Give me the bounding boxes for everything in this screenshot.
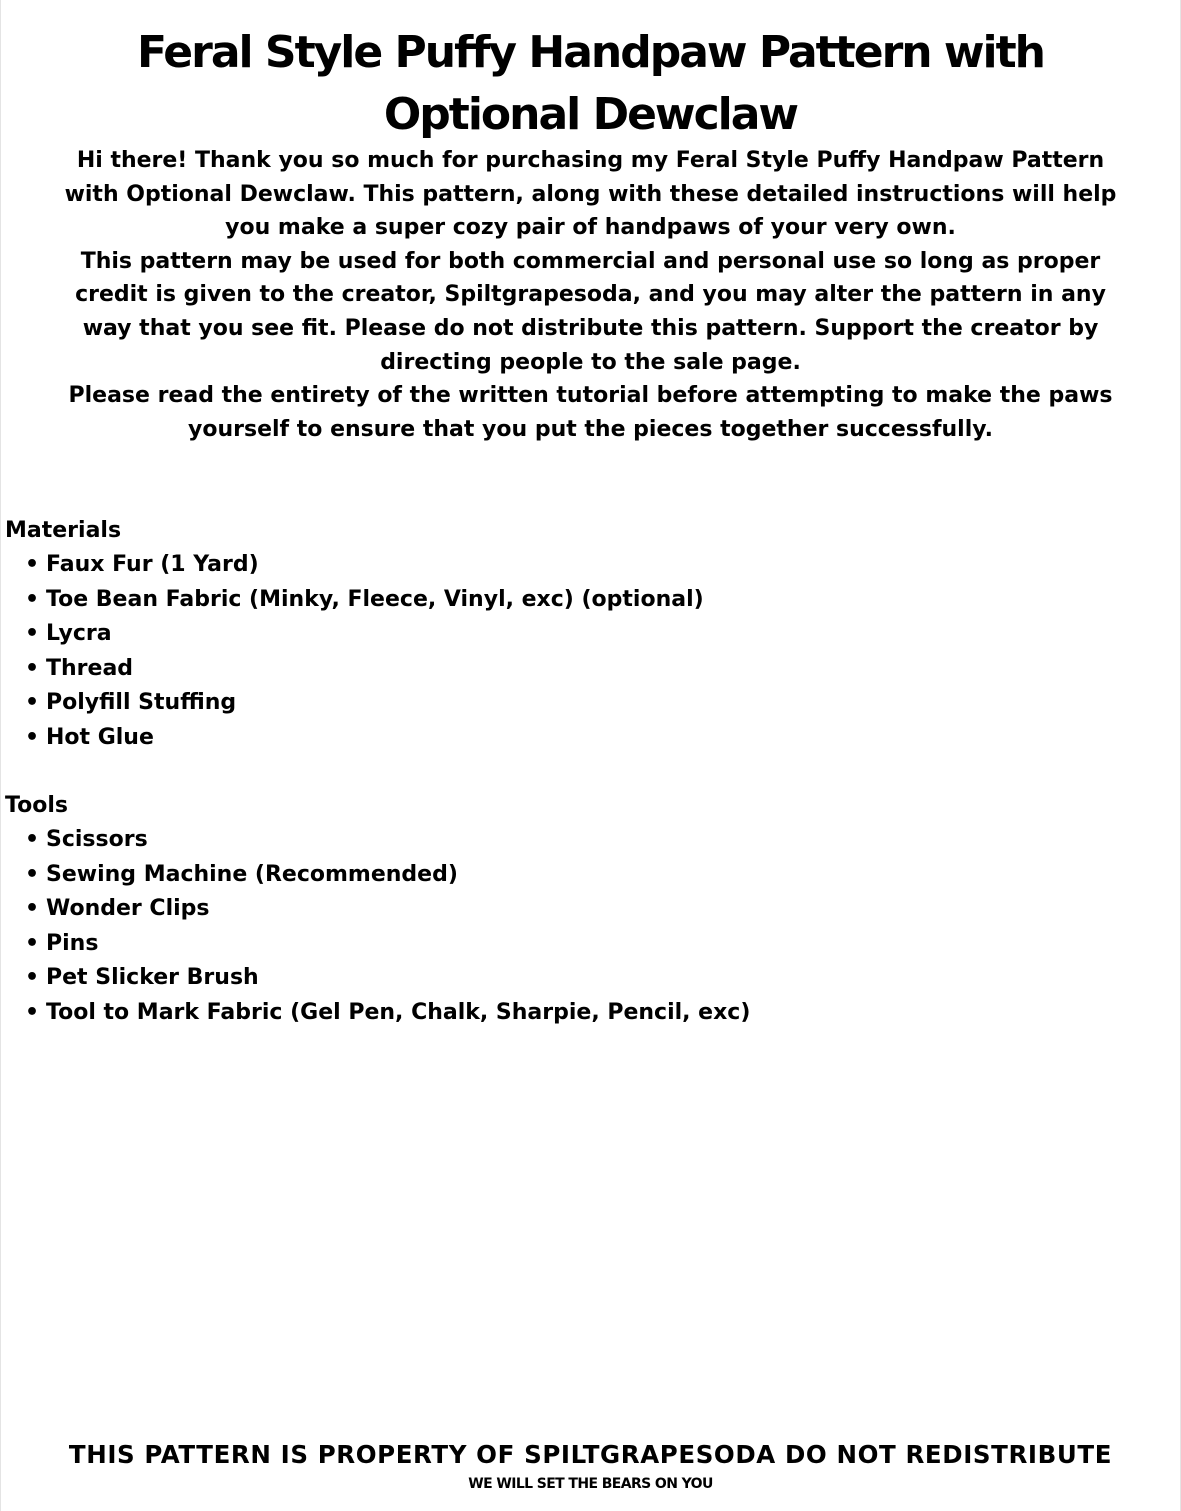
intro-line: Please read the entirety of the written tutorial before attempting to make the paws bbox=[68, 383, 1113, 409]
list-item bbox=[5, 823, 1165, 858]
materials-list bbox=[5, 548, 1165, 756]
list-item bbox=[5, 686, 1165, 721]
list-item bbox=[5, 583, 1165, 618]
intro-line: yourself to ensure that you put the pieces together successfully. bbox=[188, 416, 993, 442]
list-item bbox=[5, 927, 1165, 962]
intro-line: directing people to the sale page. bbox=[380, 349, 801, 375]
intro-line: way that you see fit. Please do not distribute this pattern. Support the creator by bbox=[82, 315, 1099, 341]
list-item bbox=[5, 996, 1165, 1031]
list-item bbox=[5, 652, 1165, 687]
list-item bbox=[5, 961, 1165, 996]
tools-list bbox=[5, 823, 1165, 1031]
bullet: • bbox=[25, 621, 40, 647]
list-item-label: Sewing Machine (Recommended) bbox=[46, 861, 458, 887]
list-item-label: Scissors bbox=[46, 827, 148, 852]
intro-line: credit is given to the creator, Spiltgrapesoda, and you may alter the pattern in any bbox=[75, 282, 1106, 308]
list-item bbox=[5, 858, 1165, 893]
list-item-label: Polyfill Stuffing bbox=[46, 690, 237, 716]
materials-heading: Materials bbox=[5, 518, 122, 543]
bullet: • bbox=[25, 690, 40, 716]
bullet: • bbox=[25, 552, 40, 577]
bullet: • bbox=[25, 655, 40, 681]
list-item bbox=[5, 548, 1165, 583]
list-item-label: Hot Glue bbox=[46, 724, 154, 750]
list-item bbox=[5, 721, 1165, 756]
list-item-label: Toe Bean Fabric (Minky, Fleece, Vinyl, exc) (optional) bbox=[46, 586, 704, 612]
bullet: • bbox=[25, 827, 40, 852]
footer-subnotice: WE WILL SET THE BEARS ON YOU bbox=[468, 1476, 713, 1492]
list-item-label: Lycra bbox=[46, 621, 112, 647]
bullet: • bbox=[25, 724, 40, 750]
bullet: • bbox=[25, 930, 40, 956]
list-item bbox=[5, 892, 1165, 927]
bullet: • bbox=[25, 999, 40, 1025]
bullet: • bbox=[25, 861, 40, 887]
intro-line: Hi there! Thank you so much for purchasing my Feral Style Puffy Handpaw Pattern bbox=[76, 148, 1105, 173]
bullet: • bbox=[25, 965, 40, 991]
title-line-2: Optional Dewclaw bbox=[383, 89, 798, 140]
tools-section bbox=[5, 789, 1165, 1031]
bullet: • bbox=[25, 586, 40, 612]
intro-line: This pattern may be used for both commercial and personal use so long as proper bbox=[80, 248, 1101, 274]
tools-heading: Tools bbox=[5, 793, 68, 818]
list-item-label: Pet Slicker Brush bbox=[46, 965, 259, 991]
list-item-label: Tool to Mark Fabric (Gel Pen, Chalk, Sharpie, Pencil, exc) bbox=[46, 999, 751, 1025]
title-line-1: Feral Style Puffy Handpaw Pattern with bbox=[137, 27, 1044, 78]
intro-text bbox=[0, 144, 1181, 446]
intro-line: you make a super cozy pair of handpaws of your very own. bbox=[225, 215, 956, 241]
list-item-label: Wonder Clips bbox=[46, 896, 210, 922]
list-item-label: Thread bbox=[46, 655, 134, 681]
page-title bbox=[0, 22, 1181, 146]
intro-line: with Optional Dewclaw. This pattern, along with these detailed instructions will help bbox=[64, 181, 1117, 207]
footer bbox=[0, 1437, 1181, 1495]
list-item bbox=[5, 617, 1165, 652]
list-item-label: Faux Fur (1 Yard) bbox=[46, 552, 259, 577]
list-item-label: Pins bbox=[46, 930, 99, 956]
materials-section bbox=[5, 514, 1165, 756]
footer-notice: THIS PATTERN IS PROPERTY OF SPILTGRAPESODA DO NOT REDISTRIBUTE bbox=[68, 1440, 1113, 1469]
bullet: • bbox=[25, 896, 40, 922]
